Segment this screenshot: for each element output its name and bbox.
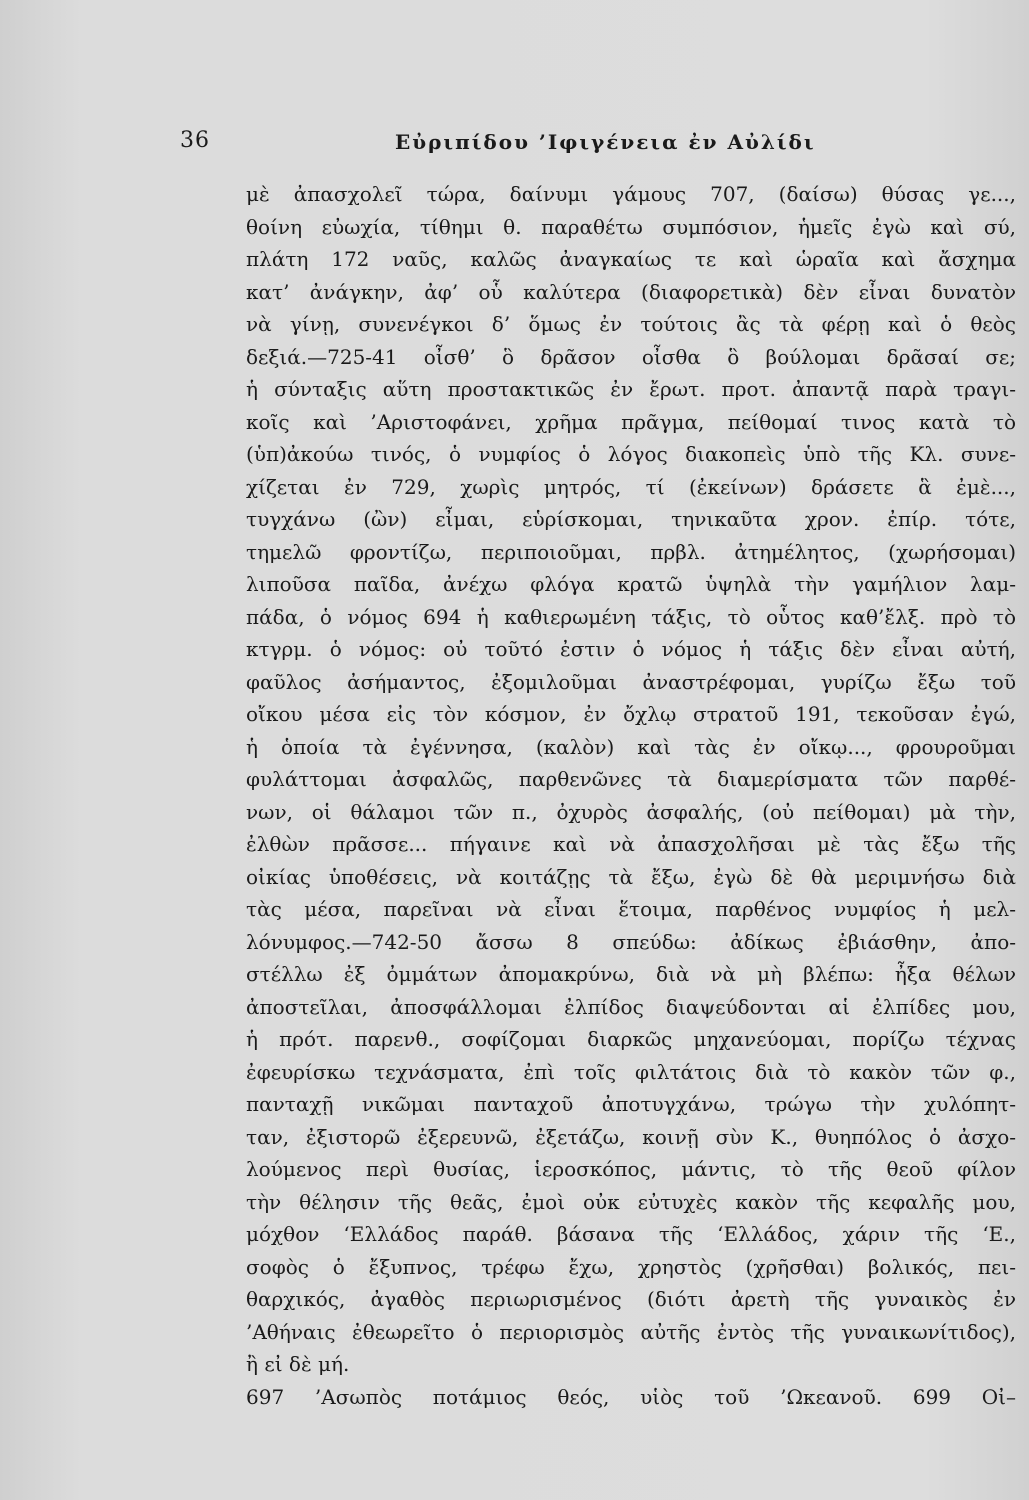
text-line: ἐλθὼν πρᾶσσε... πήγαινε καὶ νὰ ἀπασχολῆσαι μὲ τὰς ἔξω τῆς — [246, 832, 1016, 856]
page-number: 36 — [180, 128, 210, 153]
text-line: ’Αθήναις ἐθεωρεῖτο ὁ περιορισμὸς αὐτῆς ἐντὸς τῆς γυναικωνίτιδος), — [246, 1319, 1016, 1344]
text-line: πάδα, ὁ νόμος 694 ἡ καθιερωμένη τάξις, τὸ οὗτος καθ’ἔλξ. πρὸ τὸ — [246, 604, 1016, 629]
text-line: ἀποστεῖλαι, ἀποσφάλλομαι ἐλπίδος διαψεύδονται αἱ ἐλπίδες μου, — [246, 994, 1016, 1019]
text-line: (ὑπ)ἀκούω τινός, ὁ νυμφίος ὁ λόγος διακοπεὶς ὑπὸ τῆς Κλ. συνε- — [246, 442, 1016, 466]
text-line: φυλάττομαι ἀσφαλῶς, παρθενῶνες τὰ διαμερίσματα τῶν παρθέ- — [246, 767, 1016, 791]
text-line: χίζεται ἐν 729, χωρὶς μητρός, τί (ἐκείνων) δράσετε ἃ ἐμὲ..., — [246, 474, 1016, 499]
text-line: ἡ σύνταξις αὕτη προστακτικῶς ἐν ἔρωτ. προτ. ἀπαντᾷ παρὰ τραγι- — [246, 377, 1016, 401]
text-line: ἡ ὁποία τὰ ἐγέννησα, (καλὸν) καὶ τὰς ἐν οἴκῳ..., φρουροῦμαι — [246, 734, 1016, 759]
text-line: τὰς μέσα, παρεῖναι νὰ εἶναι ἕτοιμα, παρθένος νυμφίος ἡ μελ- — [246, 897, 1016, 921]
text-line: σοφὸς ὁ ἔξυπνος, τρέφω ἔχω, χρηστὸς (χρῆσθαι) βολικός, πει- — [246, 1254, 1016, 1279]
text-line: κτγρμ. ὁ νόμος: οὐ τοῦτό ἐστιν ὁ νόμος ἡ τάξις δὲν εἶναι αὐτή, — [246, 637, 1016, 661]
text-line: 697 ’Ασωπὸς ποτάμιος θεός, υἱὸς τοῦ ’Ωκεανοῦ. 699 Οἰ– — [246, 1384, 1016, 1409]
text-line: λόνυμφος.—742-50 ἄσσω 8 σπεύδω: ἀδίκως ἐβιάσθην, ἀπο- — [246, 929, 1016, 954]
text-line: στέλλω ἐξ ὀμμάτων ἀπομακρύνω, διὰ νὰ μὴ βλέπω: ἦξα θέλων — [246, 962, 1016, 986]
page-header — [180, 128, 1010, 162]
running-title: Εὐριπίδου ’Ιφιγένεια ἐν Αὐλίδι — [395, 130, 816, 154]
text-line: ἡ πρότ. παρενθ., σοφίζομαι διαρκῶς μηχανεύομαι, πορίζω τέχνας — [246, 1027, 1016, 1051]
text-line: κοῖς καὶ ’Αριστοφάνει, χρῆμα πρᾶγμα, πείθομαί τινος κατὰ τὸ — [246, 409, 1016, 434]
text-line: κατ’ ἀνάγκην, ἀφ’ οὗ καλύτερα (διαφορετικὰ) δὲν εἶναι δυνατὸν — [246, 279, 1016, 304]
text-line: νὰ γίνῃ, συνενέγκοι δ’ ὅμως ἐν τούτοις ἂς τὰ φέρῃ καὶ ὁ θεὸς — [246, 312, 1016, 336]
text-line: ἐφευρίσκω τεχνάσματα, ἐπὶ τοῖς φιλτάτοις διὰ τὸ κακὸν τῶν φ., — [246, 1059, 1016, 1084]
text-line: ταν, ἐξιστορῶ ἐξερευνῶ, ἐξετάζω, κοινῇ σὺν Κ., θυηπόλος ὁ ἀσχο- — [246, 1124, 1016, 1149]
commentary-text — [246, 178, 1016, 1413]
text-line: θαρχικός, ἀγαθὸς περιωρισμένος (διότι ἀρετὴ τῆς γυναικὸς ἐν — [246, 1287, 1016, 1311]
text-line: μόχθον ‘Ελλάδος παράθ. βάσανα τῆς ‘Ελλάδος, χάριν τῆς ‘Ε., — [246, 1222, 1016, 1246]
text-line: πλάτη 172 ναῦς, καλῶς ἀναγκαίως τε καὶ ὡραῖα καὶ ἄσχημα — [246, 247, 1016, 271]
text-line: τυγχάνω (ὢν) εἶμαι, εὑρίσκομαι, τηνικαῦτα χρον. ἐπίρ. τότε, — [246, 507, 1016, 531]
text-line: δεξιά.—725-41 οἶσθ’ ὃ δρᾶσον οἶσθα ὃ βούλομαι δρᾶσαί σε; — [246, 344, 1016, 369]
text-line: λιποῦσα παῖδα, ἀνέχω φλόγα κρατῶ ὑψηλὰ τὴν γαμήλιον λαμ- — [246, 572, 1016, 596]
text-line: ἢ εἰ δὲ μή. — [246, 1352, 350, 1376]
text-line: οἰκίας ὑποθέσεις, νὰ κοιτάζῃς τὰ ἔξω, ἐγὼ δὲ θὰ μεριμνήσω διὰ — [246, 864, 1016, 889]
text-line: λούμενος περὶ θυσίας, ἱεροσκόπος, μάντις, τὸ τῆς θεοῦ φίλον — [246, 1157, 1016, 1181]
text-line: τὴν θέλησιν τῆς θεᾶς, ἐμοὶ οὐκ εὐτυχὲς κακὸν τῆς κεφαλῆς μου, — [246, 1189, 1016, 1214]
text-line: νων, οἱ θάλαμοι τῶν π., ὀχυρὸς ἀσφαλής, (οὐ πείθομαι) μὰ τὴν, — [246, 799, 1016, 824]
text-line: θοίνη εὐωχία, τίθημι θ. παραθέτω συμπόσιον, ἡμεῖς ἐγὼ καὶ σύ, — [246, 214, 1016, 239]
text-line: φαῦλος ἀσήμαντος, ἐξομιλοῦμαι ἀναστρέφομαι, γυρίζω ἔξω τοῦ — [246, 669, 1016, 694]
text-line: οἴκου μέσα εἰς τὸν κόσμον, ἐν ὄχλῳ στρατοῦ 191, τεκοῦσαν ἐγώ, — [246, 702, 1016, 726]
text-line: μὲ ἀπασχολεῖ τώρα, δαίνυμι γάμους 707, (δαίσω) θύσας γε..., — [246, 182, 1016, 206]
text-line: τημελῶ φροντίζω, περιποιοῦμαι, πρβλ. ἀτημέλητος, (χωρήσομαι) — [246, 539, 1016, 564]
text-line: πανταχῇ νικῶμαι πανταχοῦ ἀποτυγχάνω, τρώγω τὴν χυλόπητ- — [246, 1092, 1016, 1116]
